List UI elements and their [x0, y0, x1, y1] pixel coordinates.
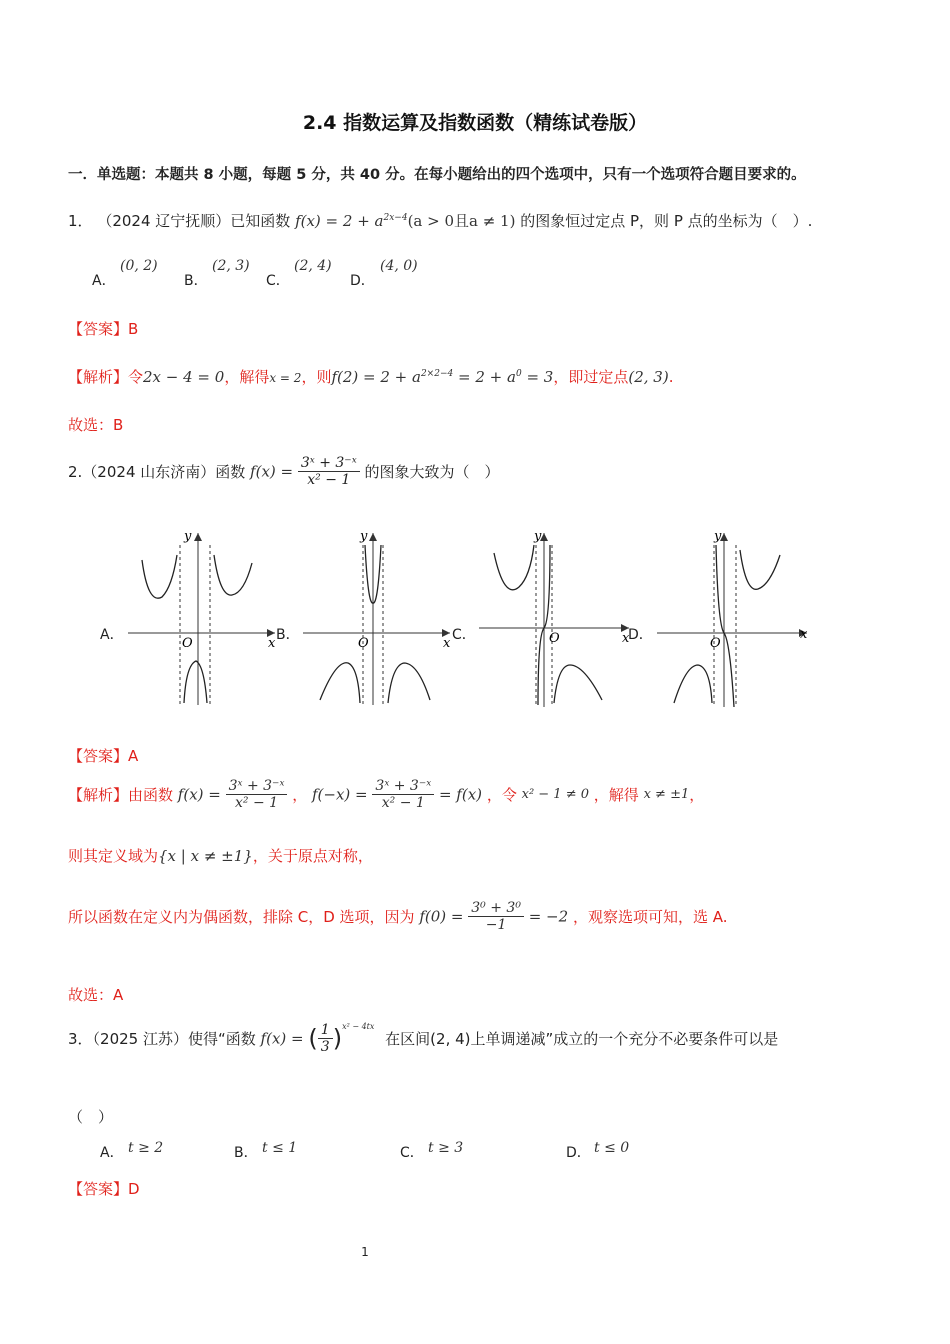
q1-opt-a-label: A． — [92, 273, 116, 289]
q2-f-lhs: f(x) = — [250, 462, 294, 481]
svg-text:x: x — [268, 636, 276, 651]
q1-tail: 的图象恒过定点 P，则 P 点的坐标为（ ）. — [520, 212, 813, 230]
svg-text:x: x — [800, 627, 808, 642]
q1-an-eq2: x = 2 — [269, 371, 302, 385]
q1-opt-b-value: (2, 3) — [212, 258, 250, 274]
svg-text:O: O — [549, 631, 560, 646]
q3-opt-a-label: A． — [100, 1145, 124, 1161]
q3-options — [100, 1138, 660, 1168]
q2-graph-a-label: A． — [100, 627, 124, 643]
q1-opt-d-value: (4, 0) — [380, 258, 418, 274]
q3-paren: （ ） — [68, 1108, 114, 1126]
page-number: 1 — [361, 1245, 369, 1259]
q3-opt-c-label: C． — [400, 1145, 424, 1161]
q3-opt-d-label: D． — [566, 1145, 591, 1161]
q2-fraction: $\frac{\text{3ˣ + 3⁻ˣ}}{\text{x² − 1}}$ — [298, 455, 360, 488]
q2-domain: 则其定义域为{x | x ≠ ±1}，关于原点对称， — [68, 847, 373, 865]
q1-function: $f(x) = 2 + a^{2x-4}(a > 0$且a ≠ 1) — [295, 212, 516, 230]
q1-an-eq1: 2x − 4 = 0 — [143, 368, 225, 386]
q1-source: （2024 辽宁抚顺）已知函数 — [97, 212, 291, 230]
question-1 — [68, 210, 812, 231]
q1-opt-b-label: B． — [184, 273, 208, 289]
page-title: 2.4 指数运算及指数函数（精练试卷版） — [302, 112, 648, 134]
q2-graph-c — [474, 525, 634, 710]
q2-graph-a — [120, 525, 280, 710]
q1-opt-a-value: (0, 2) — [120, 258, 158, 274]
q1-opt-c-value: (2, 4) — [294, 258, 332, 274]
q3-tail: 在区间(2, 4)上单调递减”成立的一个充分不必要条件可以是 — [385, 1030, 779, 1048]
q2-answer: 【答案】A — [68, 747, 139, 765]
svg-text:y: y — [360, 529, 368, 544]
q3-opt-c-value: t ≥ 3 — [428, 1140, 464, 1156]
q2-graph-c-label: C． — [452, 627, 476, 643]
q2-domain-set: {x | x ≠ ±1} — [158, 847, 253, 865]
svg-text:O: O — [710, 636, 721, 651]
q3-opt-b-value: t ≤ 1 — [262, 1140, 298, 1156]
q1-opt-c-label: C． — [266, 273, 290, 289]
question-3: 3．（2025 江苏）使得“函数 f(x) = ( $\frac{1}{3}$ )$^{x^2 - 4tx}$ 在区间(2, 4)上单调递减”成立的一个充分不必要条件可以是 — [68, 1022, 779, 1055]
svg-text:x: x — [443, 636, 451, 651]
svg-text:O: O — [182, 636, 193, 651]
q1-pick: 故选：B — [68, 416, 124, 434]
q3-opt-a-value: t ≥ 2 — [128, 1140, 164, 1156]
svg-text:O: O — [358, 636, 369, 651]
svg-text:y: y — [184, 529, 192, 544]
q3-opt-d-value: t ≤ 0 — [594, 1140, 630, 1156]
section-heading: 一．单选题：本题共 8 小题，每题 5 分，共 40 分。在每小题给出的四个选项中，只有一个选项符合题目要求的。 — [68, 167, 806, 183]
q3-opt-b-label: B． — [234, 1145, 258, 1161]
question-2: 2.（2024 山东济南）函数 f(x) = $\frac{\text{3ˣ + 3⁻ˣ}}{\text{x² − 1}}$ 的图象大致为（ ） — [68, 455, 500, 488]
q2-even: 所以函数在定义内为偶函数，排除 C，D 选项，因为 f(0) = $\frac{\text{3⁰ + 3⁰}}{-1}$ = −2 ，观察选项可知，选 A. — [68, 900, 728, 933]
q1-answer: 【答案】B — [68, 320, 139, 338]
q2-graph-d-label: D． — [628, 627, 653, 643]
q2-graph-d — [652, 525, 812, 710]
q1-an-point: (2, 3) — [628, 368, 669, 386]
q1-options — [92, 258, 432, 288]
q2-analysis: 【解析】由函数 f(x) = $\frac{\text{3ˣ + 3⁻ˣ}}{\text{x² − 1}}$ ， f(−x) = $\frac{\text{3ˣ + 3⁻ˣ}}{\text{x² − 1}}$ = f(x) ，令 x² − 1 ≠ 0 ，解得 x ≠ ±1， — [68, 778, 705, 811]
q3-exponent: x² − 4tx — [342, 1022, 375, 1031]
svg-text:y: y — [714, 529, 722, 544]
q1-an-eq3: $f(2) = 2 + a^{2\times 2-4} = 2 + a^0 = 3$ — [331, 368, 554, 386]
svg-text:y: y — [534, 529, 542, 544]
q1-number: 1． — [68, 212, 93, 230]
q3-answer: 【答案】D — [68, 1180, 140, 1198]
svg-text:x: x — [622, 631, 630, 646]
q2-pick: 故选：A — [68, 986, 124, 1004]
q2-graph-b — [298, 525, 458, 710]
q1-opt-d-label: D． — [350, 273, 375, 289]
q2-tail: 的图象大致为（ ） — [364, 463, 500, 481]
q1-analysis: 【解析】令2x − 4 = 0，解得x = 2，则$f(2) = 2 + a^{2\times 2-4} = 2 + a^0 = 3$，即过定点(2, 3). — [68, 368, 674, 386]
q2-graph-b-label: B． — [276, 627, 300, 643]
